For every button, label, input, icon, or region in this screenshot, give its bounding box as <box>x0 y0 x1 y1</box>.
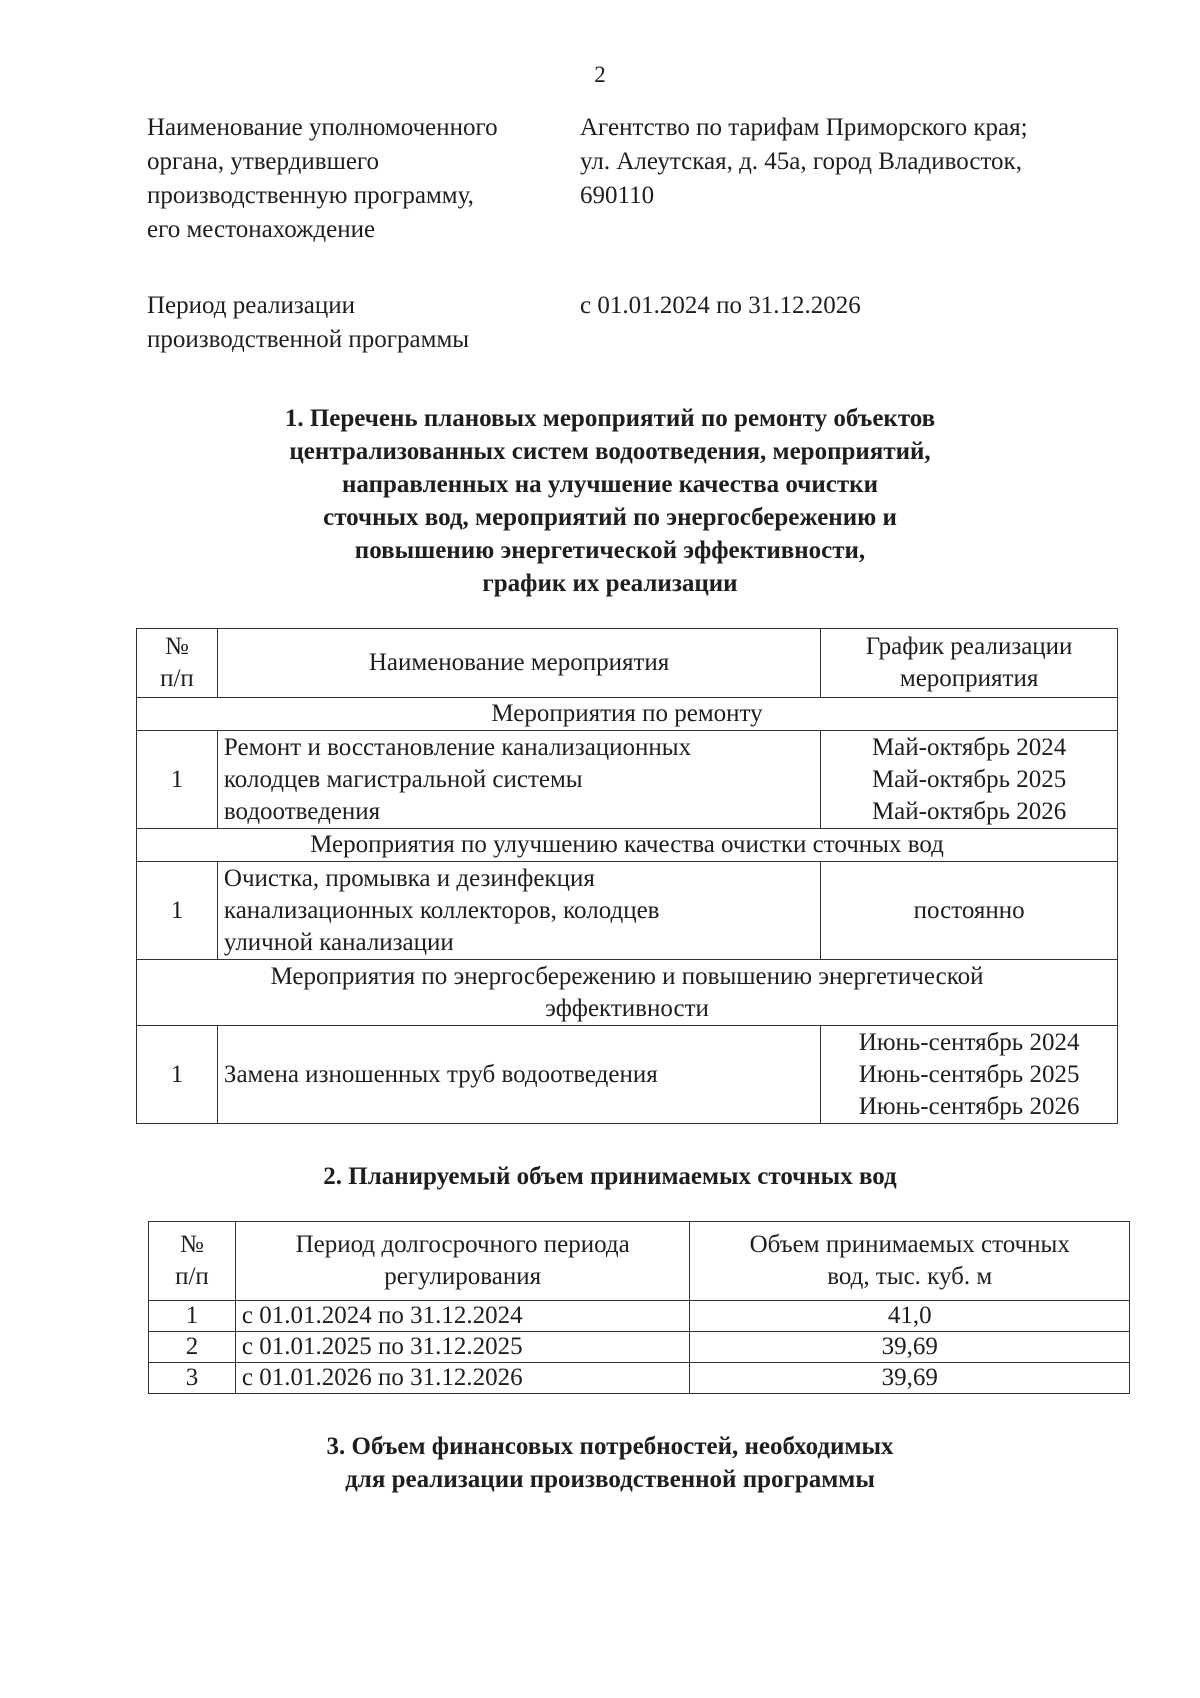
group-row <box>137 698 1118 731</box>
row-activity-name: Замена изношенных труб водоотведения <box>217 1026 820 1124</box>
header-num: № п/п <box>137 629 218 698</box>
volume-table <box>148 1221 1130 1394</box>
period-value: с 01.01.2024 по 31.12.2026 <box>580 292 861 319</box>
header-activity-name: Наименование мероприятия <box>217 629 820 698</box>
row-period: с 01.01.2024 по 31.12.2024 <box>235 1301 690 1332</box>
row-num: 1 <box>137 1026 218 1124</box>
group-title: Мероприятия по ремонту <box>137 698 1118 731</box>
row-schedule: Май-октябрь 2024 Май-октябрь 2025 Май-октябрь 2026 <box>821 731 1118 829</box>
header-schedule: График реализации мероприятия <box>821 629 1118 698</box>
row-activity-name: Ремонт и восстановление канализационных колодцев магистральной системы водоотведения <box>217 731 820 829</box>
table-row <box>149 1301 1130 1332</box>
row-num: 1 <box>137 862 218 960</box>
table-header-row <box>137 629 1118 698</box>
table-row <box>137 1026 1118 1124</box>
row-schedule: постоянно <box>821 862 1118 960</box>
table-header-row <box>149 1222 1130 1301</box>
row-volume: 39,69 <box>690 1363 1130 1394</box>
authority-value: Агентство по тарифам Приморского края; ул. Алеутская, д. 45а, город Владивосток, 690110 <box>580 114 1028 209</box>
period-label: Период реализации производственной программы <box>147 292 470 353</box>
header-volume: Объем принимаемых сточных вод, тыс. куб. м <box>690 1222 1130 1301</box>
row-num: 2 <box>149 1332 236 1363</box>
group-row <box>137 960 1118 1026</box>
table-row <box>149 1363 1130 1394</box>
row-num: 3 <box>149 1363 236 1394</box>
authority-label: Наименование уполномоченного органа, утвердившего производственную программу, его местонахождение <box>147 114 498 243</box>
row-period: с 01.01.2025 по 31.12.2025 <box>235 1332 690 1363</box>
row-period: с 01.01.2026 по 31.12.2026 <box>235 1363 690 1394</box>
row-volume: 39,69 <box>690 1332 1130 1363</box>
row-num: 1 <box>137 731 218 829</box>
group-title: Мероприятия по улучшению качества очистки сточных вод <box>137 829 1118 862</box>
group-row <box>137 829 1118 862</box>
header-num: № п/п <box>149 1222 236 1301</box>
header-period: Период долгосрочного периода регулирования <box>235 1222 690 1301</box>
row-schedule: Июнь-сентябрь 2024 Июнь-сентябрь 2025 Июнь-сентябрь 2026 <box>821 1026 1118 1124</box>
section3-title: 3. Объем финансовых потребностей, необходимых для реализации производственной программы <box>326 1433 894 1493</box>
section1-title: 1. Перечень плановых мероприятий по ремонту объектов централизованных систем водоотведения, мероприятий, направленных на улучшение качества очистки сточных вод, мероприятий по энергосбережению и повышению энергетической эффективности, график их реализации <box>284 405 936 597</box>
table-row <box>137 731 1118 829</box>
table-row <box>137 862 1118 960</box>
row-num: 1 <box>149 1301 236 1332</box>
section2-title: 2. Планируемый объем принимаемых сточных вод <box>323 1163 897 1190</box>
row-activity-name: Очистка, промывка и дезинфекция канализационных коллекторов, колодцев уличной канализации <box>217 862 820 960</box>
table-row <box>149 1332 1130 1363</box>
page-number: 2 <box>594 62 606 87</box>
row-volume: 41,0 <box>690 1301 1130 1332</box>
activities-table <box>136 628 1118 1124</box>
group-title: Мероприятия по энергосбережению и повышению энергетической эффективности <box>137 960 1118 1026</box>
